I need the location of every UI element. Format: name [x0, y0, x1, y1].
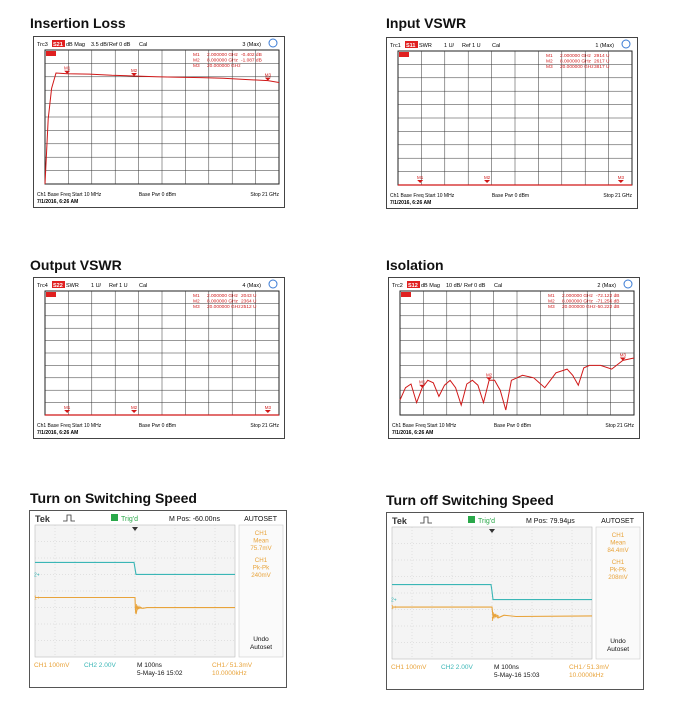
marker-label: M1: [417, 175, 424, 180]
header-text: Ref 1 U: [462, 43, 481, 49]
title-isolation: Isolation: [386, 257, 444, 273]
isolation-chart: [388, 277, 640, 439]
trace-number: 1 (Max): [595, 43, 614, 49]
measure2-line: Pk-Pk: [609, 566, 627, 574]
footer-power: Base Pwr 0 dBm: [493, 423, 532, 429]
turn-off-scope: [386, 512, 644, 690]
measure1-line: Mean: [253, 537, 269, 545]
header-text: Trc2: [392, 283, 403, 289]
network-icon: [624, 280, 632, 288]
time-scale: M 100ns: [494, 664, 519, 671]
brand-logo: Tek: [35, 514, 50, 524]
header-text: SWR: [66, 283, 79, 289]
output-vswr-chart: [33, 277, 285, 439]
network-icon: [269, 280, 277, 288]
marker-label: M2: [483, 175, 491, 180]
marker-label: M3: [264, 405, 271, 410]
footer-start: Ch1 Base Freq Start 10 MHz: [37, 192, 102, 198]
marker-readout-value: -0.402 dB: [241, 53, 262, 58]
m-position: M Pos: 79.94μs: [526, 518, 575, 525]
marker-readout-freq: 8.000000 GHz: [562, 299, 593, 305]
trace-tag: S22: [53, 283, 63, 289]
marker-label: M1: [419, 379, 426, 385]
marker-readout-label: M2: [546, 59, 553, 65]
trigger-frequency: 10.0000kHz: [569, 672, 604, 679]
marker-readout-value: 2043 U: [241, 294, 257, 299]
title-turn-off-speed: Turn off Switching Speed: [386, 492, 554, 508]
header-text: Trc3: [37, 42, 48, 48]
footer-stop: Stop 21 GHz: [250, 192, 279, 198]
turn-on-scope: [29, 510, 287, 688]
title-input-vswr: Input VSWR: [386, 15, 467, 31]
marker-readout-freq: 2.000000 GHz: [562, 294, 593, 299]
marker-readout-value: -72.122 dB: [596, 294, 620, 299]
header-text: Trc1: [390, 43, 401, 49]
capture-date: 5-May-16 15:03: [494, 672, 540, 679]
trig-indicator: [468, 516, 475, 523]
header-text: dB Mag: [421, 283, 440, 289]
header-text: 10 dB/: [446, 283, 462, 289]
m-position: M Pos: -60.00ns: [169, 516, 220, 523]
marker-readout-freq: 2.000000 GHz: [207, 53, 238, 58]
header-text: Cal: [139, 42, 148, 48]
marker-label: M2: [485, 372, 493, 378]
marker-label: M3: [617, 175, 624, 180]
marker-readout-value: -50.222 dB: [596, 305, 620, 310]
trace-tag: S11: [406, 43, 416, 49]
ch2-marker: 2+: [391, 597, 397, 604]
header-text: 1 U/: [91, 283, 102, 289]
measure2-line: 240mV: [251, 572, 271, 579]
marker-readout-label: M3: [546, 65, 553, 70]
ch1-scale: CH1 100mV: [34, 662, 70, 669]
marker-readout-freq: 20.000000 GHz: [562, 305, 596, 310]
marker-readout-freq: 8.000000 GHz: [207, 58, 238, 64]
header-text: Ref 0 dB: [109, 42, 131, 48]
header-text: dB Mag: [66, 42, 85, 48]
marker-label: M1: [64, 65, 71, 71]
marker-readout-label: M2: [548, 299, 555, 305]
trace-number: 4 (Max): [242, 283, 261, 289]
footer-power: Base Pwr 0 dBm: [138, 423, 177, 429]
marker-readout-label: M2: [193, 58, 200, 64]
trace-tag: S12: [408, 283, 418, 289]
ch1-marker: 1+: [34, 595, 40, 602]
marker-label: M1: [64, 405, 71, 410]
trace-tag: S21: [53, 42, 63, 48]
marker-readout-value: 2617 U: [594, 59, 610, 65]
marker-readout-value: -1.087 dB: [241, 58, 262, 64]
measure1-line: 84.4mV: [607, 547, 629, 554]
marker-readout-label: M1: [193, 294, 200, 299]
trigger-readout: CH1 ∕ 51.3mV: [212, 662, 253, 669]
title-output-vswr: Output VSWR: [30, 257, 122, 273]
header-text: Trc4: [37, 283, 48, 289]
trigger-frequency: 10.0000kHz: [212, 670, 247, 677]
marker-readout-label: M3: [548, 305, 555, 310]
autoset-title: AUTOSET: [244, 516, 277, 523]
header-text: SWR: [419, 43, 432, 49]
undo-autoset-button: Undo: [253, 636, 269, 643]
trace-number: 2 (Max): [597, 283, 616, 289]
trig-indicator: [111, 514, 118, 521]
header-text: Cal: [139, 283, 148, 289]
time-scale: M 100ns: [137, 662, 162, 669]
header-text: Cal: [492, 43, 501, 49]
network-icon: [622, 40, 630, 48]
marker-readout-freq: 2.000000 GHz: [207, 294, 238, 299]
marker-readout-label: M1: [546, 54, 553, 59]
marker-readout-value: 2364 U: [241, 299, 257, 305]
measure2-line: CH1: [254, 557, 268, 564]
footer-start: Ch1 Base Freq Start 10 MHz: [390, 193, 455, 199]
footer-date: 7/1/2016, 6:26 AM: [390, 200, 432, 206]
header-text: Ref 1 U: [109, 283, 128, 289]
marker-readout-freq: 8.000000 GHz: [207, 299, 238, 305]
marker-readout-label: M3: [193, 305, 200, 310]
footer-date: 7/1/2016, 6:26 AM: [392, 430, 434, 436]
marker-readout-freq: 8.000000 GHz: [560, 59, 591, 65]
ch2-scale: CH2 2.00V: [84, 662, 116, 669]
network-icon: [269, 39, 277, 47]
header-text: Cal: [494, 283, 503, 289]
marker-label: M3: [619, 352, 626, 358]
footer-power: Base Pwr 0 dBm: [491, 193, 530, 199]
marker-label: M3: [264, 72, 271, 78]
marker-label: M2: [130, 405, 138, 410]
footer-stop: Stop 21 GHz: [605, 423, 634, 429]
marker-readout-value: 3817 U: [594, 65, 610, 70]
header-text: 3.5 dB/: [91, 42, 109, 48]
capture-date: 5-May-16 15:02: [137, 670, 183, 677]
footer-date: 7/1/2016, 6:26 AM: [37, 199, 79, 205]
marker-readout-freq: 20.000000 GHz: [560, 65, 594, 70]
footer-start: Ch1 Base Freq Start 10 MHz: [37, 423, 102, 429]
header-text: 1 U/: [444, 43, 455, 49]
ref-tag: [46, 51, 56, 56]
undo-autoset-button: Autoset: [606, 646, 630, 653]
insertion-loss-chart: [33, 36, 285, 208]
trigger-readout: CH1 ∕ 51.3mV: [569, 664, 610, 671]
autoset-title: AUTOSET: [601, 518, 634, 525]
header-text: Ref 0 dB: [464, 283, 486, 289]
measure1-line: CH1: [254, 530, 268, 537]
title-turn-on-speed: Turn on Switching Speed: [30, 490, 197, 506]
measure2-line: Pk-Pk: [252, 564, 270, 572]
marker-readout-label: M1: [548, 294, 555, 299]
ref-tag: [401, 292, 411, 297]
ref-tag: [46, 292, 56, 297]
undo-autoset-button: Undo: [610, 638, 626, 645]
brand-logo: Tek: [392, 516, 407, 526]
footer-date: 7/1/2016, 6:26 AM: [37, 430, 79, 436]
measure1-line: Mean: [610, 539, 626, 547]
marker-label: M2: [130, 68, 138, 74]
marker-readout-value: 2512 U: [241, 305, 257, 310]
marker-readout-label: M3: [193, 64, 200, 69]
title-insertion-loss: Insertion Loss: [30, 15, 126, 31]
marker-readout-label: M2: [193, 299, 200, 305]
trace-number: 3 (Max): [242, 42, 261, 48]
ref-tag: [399, 52, 409, 57]
marker-readout-label: M1: [193, 53, 200, 58]
marker-readout-value: 2914 U: [594, 54, 610, 59]
footer-stop: Stop 21 GHz: [603, 193, 632, 199]
measure1-line: CH1: [611, 532, 625, 539]
ch2-marker: 2+: [34, 572, 40, 579]
ch2-scale: CH2 2.00V: [441, 664, 473, 671]
input-vswr-chart: [386, 37, 638, 209]
trig-status: Trig'd: [478, 518, 496, 525]
marker-readout-freq: 20.000000 GHz: [207, 305, 241, 310]
marker-readout-freq: 2.000000 GHz: [560, 54, 591, 59]
trig-status: Trig'd: [121, 516, 139, 523]
marker-readout-value: -71.256 dB: [596, 299, 620, 305]
footer-stop: Stop 21 GHz: [250, 423, 279, 429]
undo-autoset-button: Autoset: [249, 644, 273, 651]
footer-start: Ch1 Base Freq Start 10 MHz: [392, 423, 457, 429]
ch1-marker: 1+: [391, 605, 397, 612]
measure2-line: CH1: [611, 559, 625, 566]
marker-readout-freq: 20.000000 GHz: [207, 64, 241, 69]
footer-power: Base Pwr 0 dBm: [138, 192, 177, 198]
measure2-line: 208mV: [608, 574, 628, 581]
ch1-scale: CH1 100mV: [391, 664, 427, 671]
measure1-line: 75.7mV: [250, 545, 272, 552]
